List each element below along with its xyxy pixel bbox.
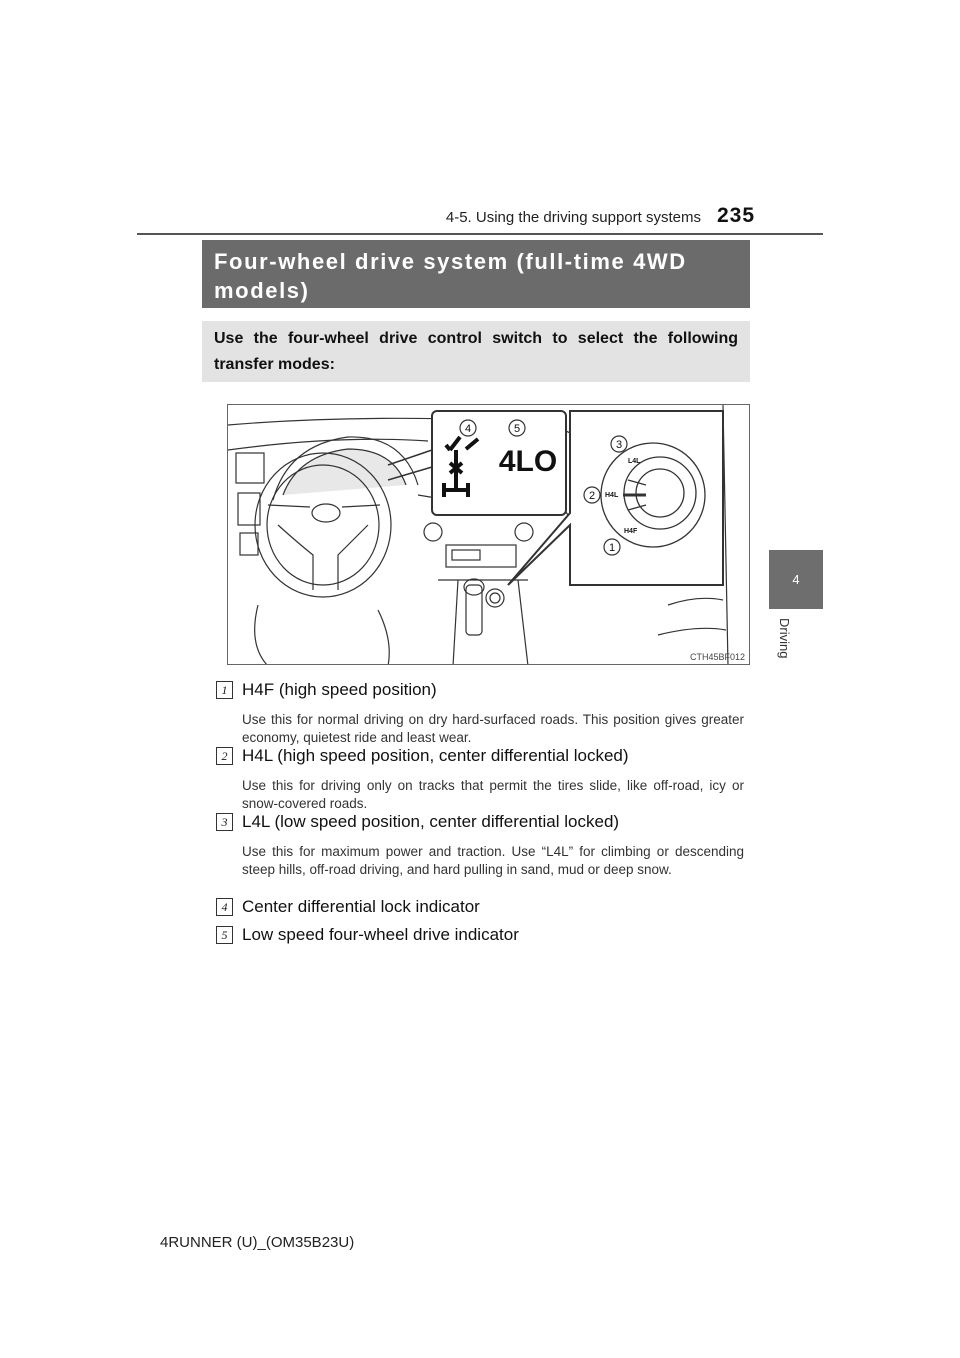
dashboard-drawing	[228, 405, 750, 665]
footer-model-code: 4RUNNER (U)_(OM35B23U)	[160, 1234, 355, 1251]
item-number: 2	[216, 747, 233, 765]
page-title	[202, 240, 750, 308]
callout-4: 4	[464, 423, 472, 435]
page-number: 235	[717, 204, 756, 227]
item-description: Use this for normal driving on dry hard-surfaced roads. This position gives greater economy, quietest ride and least wear.	[242, 712, 744, 745]
item-number: 4	[216, 898, 233, 916]
dial-label-h4l: H4L	[605, 492, 619, 499]
item-title: Center differential lock indicator	[242, 897, 480, 916]
chapter-tab: 4	[769, 550, 823, 609]
callout-2: 2	[588, 490, 596, 502]
page-title-line-2: models)	[214, 278, 310, 303]
figure-code: CTH45BF012	[689, 652, 745, 662]
item-number: 3	[216, 813, 233, 831]
intro-text: Use the four-wheel drive control switch to select the following transfer modes:	[202, 321, 750, 382]
section-header: 4-5. Using the driving support systems	[445, 209, 701, 226]
page-title-line-1: Four-wheel drive system (full-time 4WD	[214, 249, 687, 274]
chapter-label: Driving	[777, 618, 792, 659]
dial-label-h4f: H4F	[624, 528, 638, 535]
item-title: L4L (low speed position, center differential locked)	[242, 812, 620, 831]
item-number: 5	[216, 926, 233, 944]
dashboard-illustration	[227, 404, 750, 665]
item-title: H4L (high speed position, center differential locked)	[242, 746, 629, 765]
header-divider	[137, 233, 823, 235]
dial-label-l4l: L4L	[628, 458, 641, 465]
indicator-4lo-text: 4LO	[498, 445, 558, 478]
callout-5: 5	[513, 423, 521, 435]
callout-3: 3	[615, 439, 623, 451]
item-title: H4F (high speed position)	[242, 680, 437, 699]
callout-1: 1	[608, 542, 616, 554]
item-title: Low speed four-wheel drive indicator	[242, 925, 519, 944]
item-number: 1	[216, 681, 233, 699]
item-description: Use this for maximum power and traction. Use “L4L” for climbing or descending steep hills, off-road driving, and hard pulling in sand, mud or deep snow.	[242, 844, 744, 877]
item-description: Use this for driving only on tracks that permit the tires slide, like off-road, icy or snow-covered roads.	[242, 778, 744, 811]
